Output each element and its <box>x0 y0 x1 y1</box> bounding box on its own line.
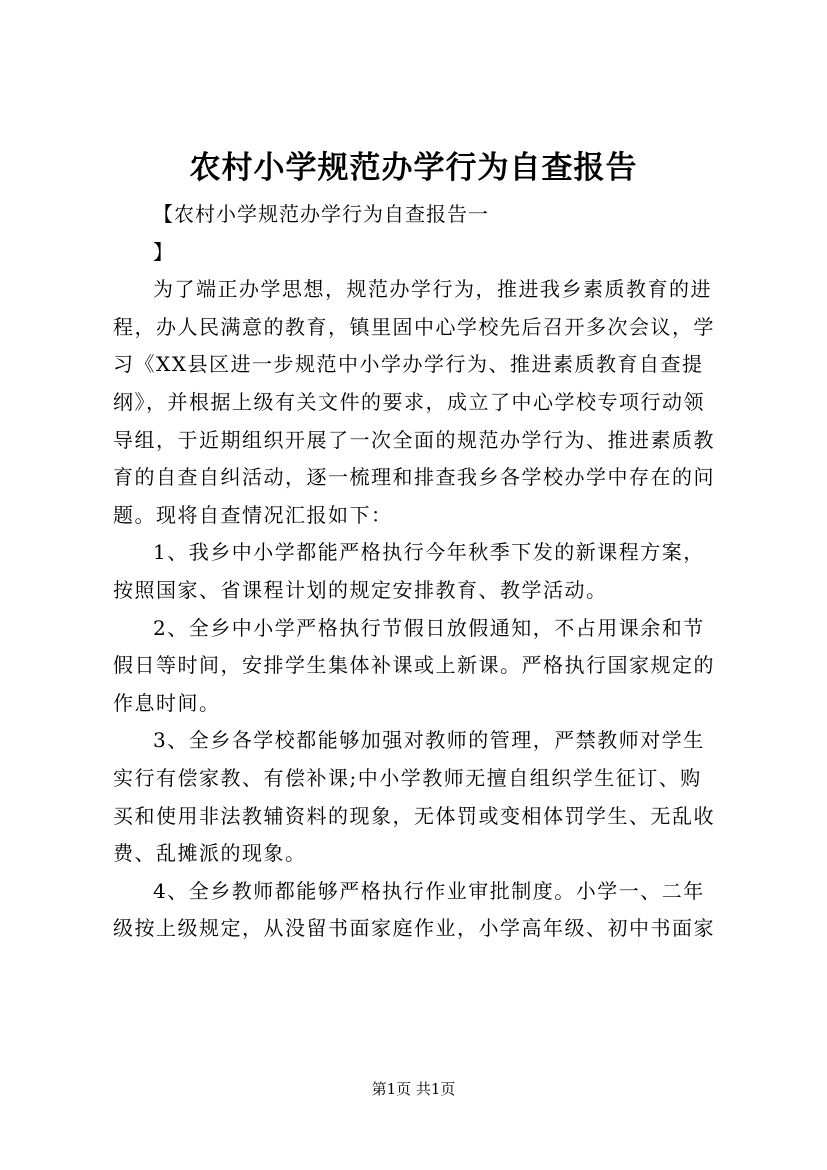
paragraph-line: 1、我乡中小学都能严格执行今年秋季下发的新课程方案， <box>153 540 705 565</box>
paragraph-line: 作息时间。 <box>113 690 221 715</box>
paragraph-line: 按照国家、省课程计划的规定安排教育、教学活动。 <box>113 577 608 602</box>
paragraph-line: 为了端正办学思想，规范办学行为，推进我乡素质教育的进 <box>153 277 712 302</box>
paragraph-line: 2、全乡中小学严格执行节假日放假通知，不占用课余和节 <box>153 615 705 640</box>
paragraph-line: 导组，于近期组织开展了一次全面的规范办学行为、推进素质教 <box>113 427 715 452</box>
paragraph-line: 买和使用非法教辅资料的现象，无体罚或变相体罚学生、无乱收 <box>113 803 715 828</box>
paragraph-line: 级按上级规定，从没留书面家庭作业，小学高年级、初中书面家 <box>113 916 715 941</box>
subtitle-text: 【农村小学规范办学行为自查报告一 <box>153 202 489 226</box>
document-subtitle <box>113 196 583 234</box>
paragraph-line: 费、乱摊派的现象。 <box>113 841 307 866</box>
paragraph-line: 3、全乡各学校都能够加强对教师的管理，严禁教师对学生 <box>153 728 705 753</box>
body-paragraph <box>113 722 719 872</box>
page-footer: 第1页 共1页 <box>371 1080 456 1098</box>
subtitle-end-bracket: 】 <box>153 239 174 264</box>
body-paragraph <box>113 873 719 948</box>
body-paragraph <box>113 610 719 723</box>
paragraph-line: 假日等时间，安排学生集体补课或上新课。严格执行国家规定的 <box>113 653 715 678</box>
document-title: 农村小学规范办学行为自查报告 <box>189 150 638 186</box>
paragraph-line: 题。现将自查情况汇报如下： <box>113 502 393 527</box>
paragraph-line: 纲》，并根据上级有关文件的要求，成立了中心学校专项行动领 <box>113 389 705 414</box>
body-paragraph <box>113 534 719 609</box>
body-paragraph <box>113 271 719 534</box>
paragraph-line: 程，办人民满意的教育，镇里固中心学校先后召开多次会议，学 <box>113 314 715 339</box>
paragraph-line: 育的自查自纠活动，逐一梳理和排查我乡各学校办学中存在的问 <box>113 465 715 490</box>
document-body <box>113 196 719 948</box>
paragraph-line: 4、全乡教师都能够严格执行作业审批制度。小学一、二年 <box>153 878 705 903</box>
paragraph-line: 习《XX县区进一步规范中小学办学行为、推进素质教育自查提 <box>113 352 704 377</box>
paragraph-line: 实行有偿家教、有偿补课;中小学教师无擅自组织学生征订、购 <box>113 765 702 790</box>
paragraph-list <box>113 271 719 948</box>
document-subtitle-end <box>113 234 583 272</box>
